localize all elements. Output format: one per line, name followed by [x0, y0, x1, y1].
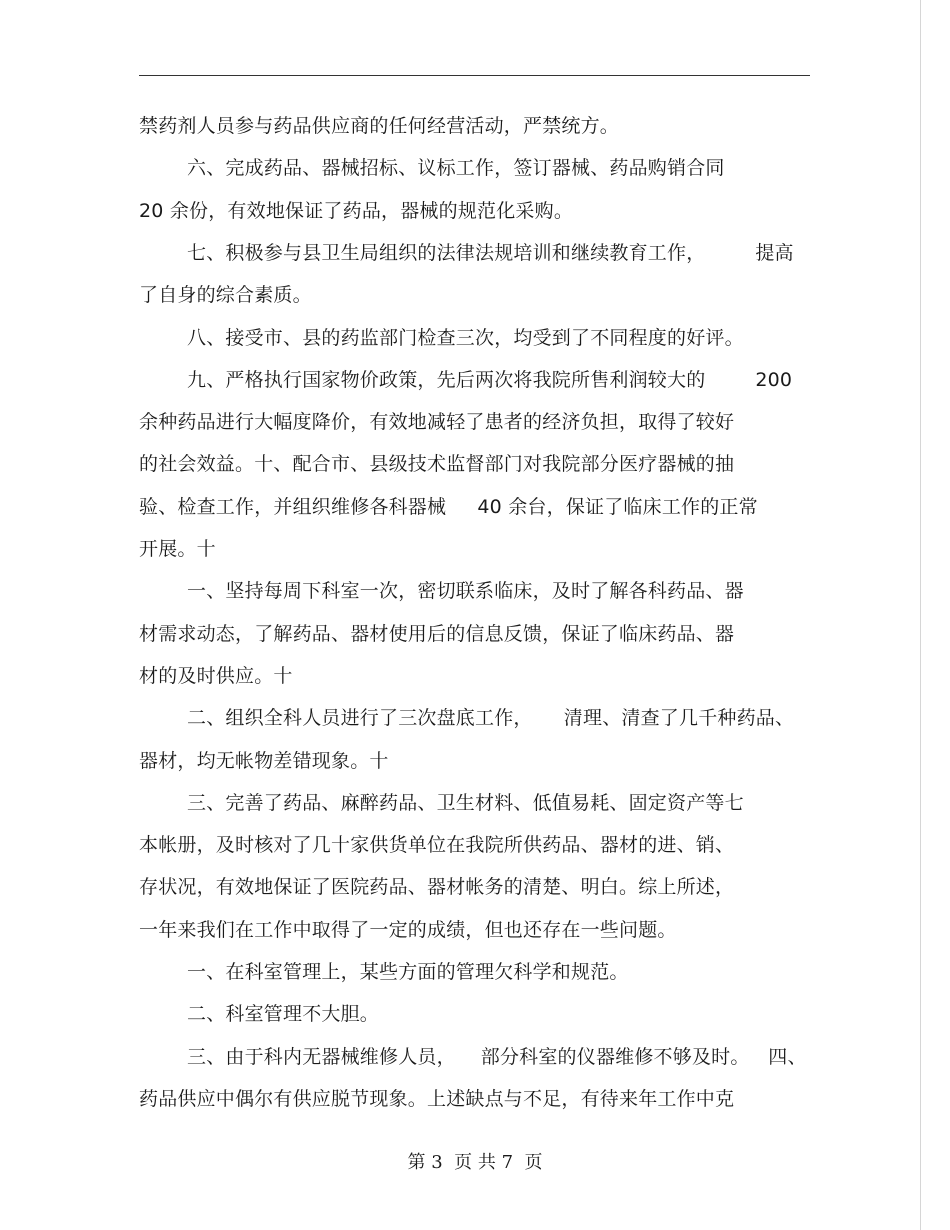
text-line: 药品供应中偶尔有供应脱节现象。上述缺点与不足，有待来年工作中克: [139, 1088, 735, 1110]
text-line: 材的及时供应。十: [139, 665, 293, 687]
text-line: 一、在科室管理上，某些方面的管理欠科学和规范。: [187, 961, 629, 983]
text-line: 三、由于科内无器械维修人员， 部分科室的仪器维修不够及时。 四、: [187, 1046, 807, 1068]
text-line: 器材，均无帐物差错现象。十: [139, 750, 389, 772]
text-line: 20 余份，有效地保证了药品，器械的规范化采购。: [139, 200, 574, 222]
text-line: 三、完善了药品、麻醉药品、卫生材料、低值易耗、固定资产等七: [187, 792, 744, 814]
text-line: 存状况，有效地保证了医院药品、器材帐务的清楚、明白。综上所述，: [139, 876, 735, 898]
page-edge-divider: [920, 0, 921, 1230]
text-line: 了自身的综合素质。: [139, 284, 312, 306]
text-line: 八、接受市、县的药监部门检查三次，均受到了不同程度的好评。: [187, 327, 744, 349]
text-line: 余种药品进行大幅度降价，有效地减轻了患者的经济负担，取得了较好: [139, 411, 735, 433]
text-line: 七、积极参与县卫生局组织的法律法规培训和继续教育工作， 提高: [187, 242, 794, 264]
text-line: 开展。十: [139, 538, 216, 560]
text-line: 一年来我们在工作中取得了一定的成绩，但也还存在一些问题。: [139, 919, 677, 941]
text-line: 一、坚持每周下科室一次，密切联系临床，及时了解各科药品、器: [187, 580, 744, 602]
text-line: 二、科室管理不大胆。: [187, 1003, 380, 1025]
header-rule: [139, 75, 810, 76]
text-line: 九、严格执行国家物价政策，先后两次将我院所售利润较大的 200: [187, 369, 793, 391]
text-line: 材需求动态，了解药品、器材使用后的信息反馈，保证了临床药品、器: [139, 623, 735, 645]
text-line: 禁药剂人员参与药品供应商的任何经营活动，严禁统方。: [139, 115, 620, 137]
text-line: 二、组织全科人员进行了三次盘底工作， 清理、清查了几千种药品、: [187, 707, 795, 729]
text-line: 验、检查工作，并组织维修各科器械 40 余台，保证了临床工作的正常: [139, 496, 758, 518]
text-line: 的社会效益。十、配合市、县级技术监督部门对我院部分医疗器械的抽: [139, 453, 735, 475]
text-line: 本帐册，及时核对了几十家供货单位在我院所供药品、器材的进、销、: [139, 834, 735, 856]
text-line: 六、完成药品、器械招标、议标工作，签订器械、药品购销合同: [187, 157, 725, 179]
page-number-footer: 第 3 页 共 7 页: [407, 1152, 543, 1173]
